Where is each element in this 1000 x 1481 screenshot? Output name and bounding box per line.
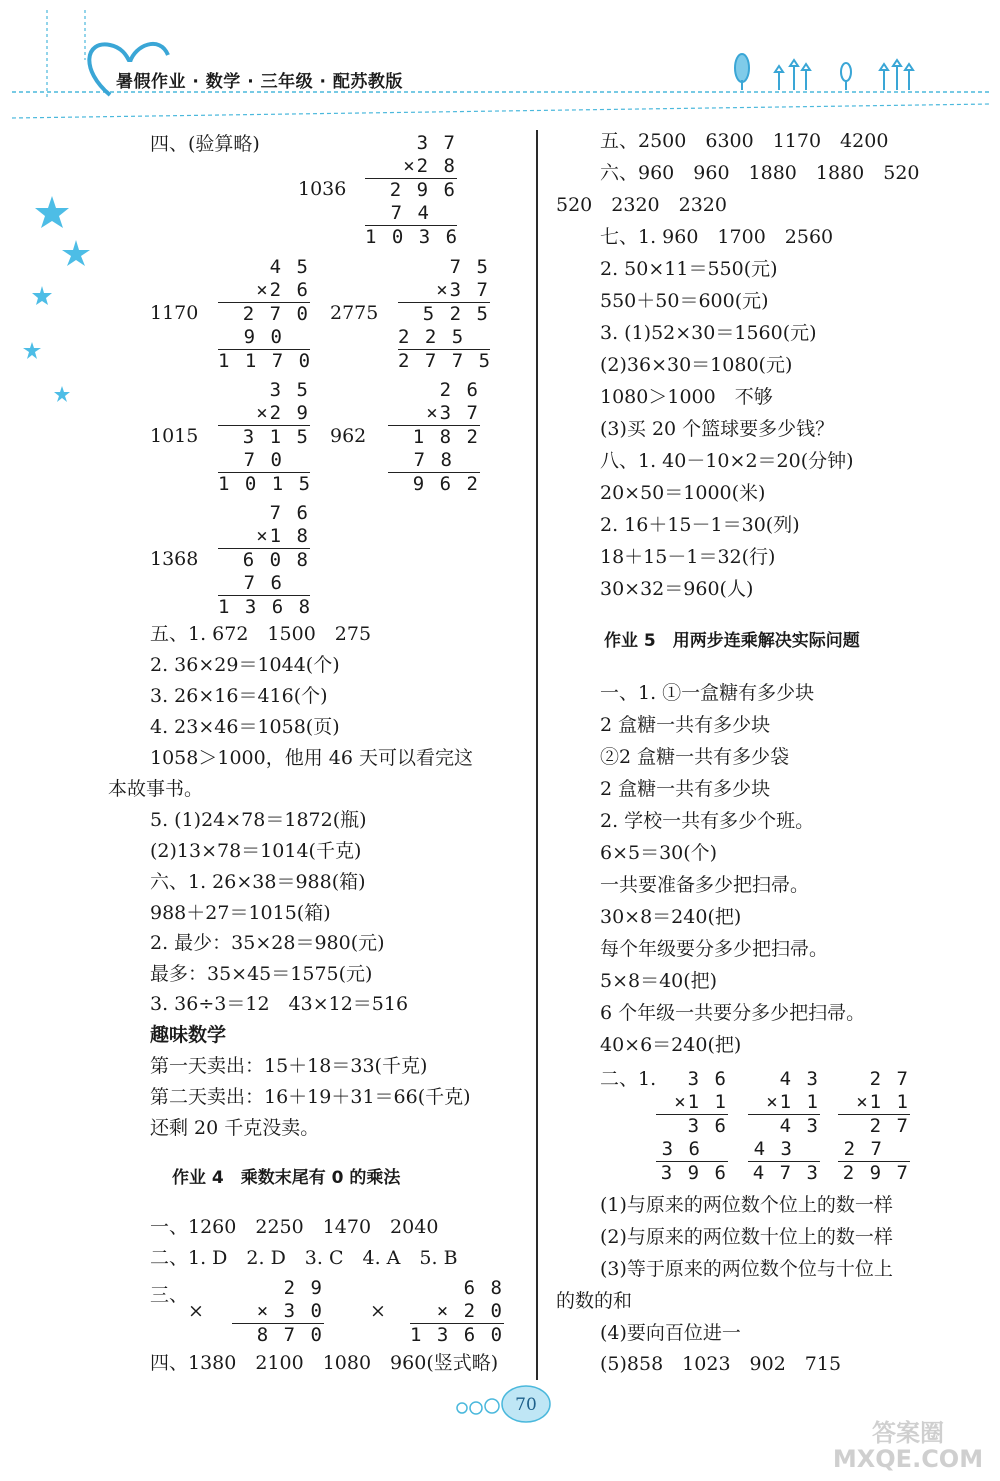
calc-result: 2775: [330, 302, 379, 324]
star-icon: [32, 286, 52, 305]
homework-5-title: 作业 5 用两步连乘解决实际问题: [604, 631, 860, 651]
header-decoration: [0, 0, 1000, 130]
vertical-calculation: 3 5 ×2 9 3 1 5 7 0 1 0 1 5: [218, 379, 313, 495]
vertical-calculation: 2 9 × 3 0 8 7 0: [232, 1277, 324, 1347]
text-line: 18＋15－1＝32(行): [600, 546, 776, 568]
vertical-calculation: 3 7 ×2 8 2 9 6 7 4 1 0 3 6: [365, 132, 460, 248]
vertical-calculation: 3 6 ×1 1 3 6 3 6 3 9 6: [656, 1068, 728, 1185]
wrong-mark: ×: [370, 1300, 386, 1322]
text-line: 550＋50＝600(元): [600, 290, 769, 312]
text-line: 2 盒糖一共有多少块: [600, 714, 771, 736]
section-4-label: 四、(验算略): [150, 133, 260, 155]
text-line: (2)36×30＝1080(元): [600, 354, 793, 376]
wrong-mark: ×: [188, 1300, 204, 1322]
text-line: 五、1. 672 1500 275: [150, 623, 372, 645]
text-line: 20×50＝1000(米): [600, 482, 766, 504]
text-line: 5. (1)24×78＝1872(瓶): [150, 809, 367, 831]
star-decoration: [20, 180, 100, 420]
text-line: 最多：35×45＝1575(元): [150, 963, 373, 985]
text-line: 六、960 960 1880 1880 520: [600, 162, 920, 184]
section-2-label: 二、1.: [600, 1068, 657, 1090]
text-line: 二、1. D 2. D 3. C 4. A 5. B: [150, 1247, 458, 1269]
header-title: 暑假作业 · 数学 · 三年级 · 配苏教版: [116, 72, 403, 92]
calc-result: 1170: [150, 302, 199, 324]
vertical-calculation: 4 3 ×1 1 4 3 4 3 4 7 3: [748, 1068, 820, 1185]
calc-result: 1036: [298, 178, 347, 200]
vertical-calculation: 2 6 ×3 7 1 8 2 7 8 9 6 2: [388, 379, 480, 496]
star-icon: [35, 196, 69, 228]
calc-result: 1368: [150, 548, 199, 570]
text-line: 一、1260 2250 1470 2040: [150, 1216, 439, 1238]
text-line: 第一天卖出：15＋18＝33(千克): [150, 1055, 428, 1077]
star-icon: [54, 386, 70, 402]
text-line: (5)858 1023 902 715: [600, 1353, 842, 1375]
text-line: 2. 学校一共有多少个班。: [600, 810, 815, 832]
text-line: (4)要向百位进一: [600, 1322, 741, 1344]
text-line: 2. 36×29＝1044(个): [150, 654, 340, 676]
text-line: (1)与原来的两位数个位上的数一样: [600, 1194, 893, 1216]
text-line: 30×8＝240(把): [600, 906, 742, 928]
calc-result: 962: [330, 425, 367, 447]
text-line: 1058＞1000，他用 46 天可以看完这: [150, 747, 473, 769]
section-3-label: 三、: [150, 1284, 189, 1306]
text-line: 988＋27＝1015(箱): [150, 902, 331, 924]
text-line: 八、1. 40－10×2＝20(分钟): [600, 450, 854, 472]
tree-icons: [735, 54, 913, 90]
text-line: 还剩 20 千克没卖。: [150, 1117, 320, 1139]
text-line: 的数的和: [556, 1290, 633, 1312]
vertical-calculation: 7 6 ×1 8 6 0 8 7 6 1 3 6 8: [218, 502, 313, 618]
vertical-calculation: 4 5 ×2 6 2 7 0 9 0 1 1 7 0: [218, 256, 313, 372]
text-line: 3. 36÷3＝12 43×12＝516: [150, 993, 409, 1015]
text-line: 4. 23×46＝1058(页): [150, 716, 340, 738]
text-line: 3. (1)52×30＝1560(元): [600, 322, 817, 344]
calc-result: 1015: [150, 425, 199, 447]
vertical-calculation: 7 5 ×3 7 5 2 5 2 2 5 2 7 7 5: [398, 256, 493, 372]
text-line: 四、1380 2100 1080 960(竖式略): [150, 1352, 499, 1374]
text-line: 5×8＝40(把): [600, 970, 718, 992]
text-line: 本故事书。: [108, 778, 204, 800]
text-line: ②2 盒糖一共有多少袋: [600, 746, 790, 768]
text-line: (3)买 20 个篮球要多少钱？: [600, 418, 835, 440]
text-line: 2. 16＋15－1＝30(列): [600, 514, 800, 536]
vertical-calculation: 2 7 ×1 1 2 7 2 7 2 9 7: [838, 1068, 910, 1185]
text-line: 每个年级要分多少把扫帚。: [600, 938, 829, 960]
text-line: 2. 最少：35×28＝980(元): [150, 932, 385, 954]
fun-math-heading: 趣味数学: [150, 1024, 227, 1046]
text-line: 五、2500 6300 1170 4200: [600, 130, 889, 152]
text-line: 6 个年级一共要分多少把扫帚。: [600, 1002, 866, 1024]
text-line: 一共要准备多少把扫帚。: [600, 874, 810, 896]
text-line: 1080＞1000 不够: [600, 386, 773, 408]
column-divider: [536, 130, 538, 1380]
star-icon: [23, 342, 41, 359]
page-number: 70: [515, 1395, 537, 1415]
text-line: 3. 26×16＝416(个): [150, 685, 328, 707]
text-line: 6×5＝30(个): [600, 842, 718, 864]
text-line: 30×32＝960(人): [600, 578, 754, 600]
text-line: 40×6＝240(把): [600, 1034, 742, 1056]
homework-4-title: 作业 4 乘数末尾有 0 的乘法: [172, 1168, 401, 1188]
text-line: (3)等于原来的两位数个位与十位上: [600, 1258, 893, 1280]
text-line: 第二天卖出：16＋19＋31＝66(千克): [150, 1086, 471, 1108]
text-line: 一、1. ①一盒糖有多少块: [600, 682, 815, 704]
vertical-calculation: 6 8 × 2 0 1 3 6 0: [410, 1277, 505, 1346]
text-line: 2. 50×11＝550(元): [600, 258, 778, 280]
text-line: 2 盒糖一共有多少块: [600, 778, 771, 800]
star-icon: [62, 240, 90, 266]
text-line: 七、1. 960 1700 2560: [600, 226, 834, 248]
text-line: 520 2320 2320: [556, 194, 727, 216]
text-line: (2)13×78＝1014(千克): [150, 840, 362, 862]
text-line: 六、1. 26×38＝988(箱): [150, 871, 366, 893]
text-line: (2)与原来的两位数十位上的数一样: [600, 1226, 893, 1248]
watermark: 答案圈 MXQE.COM: [832, 1419, 984, 1473]
